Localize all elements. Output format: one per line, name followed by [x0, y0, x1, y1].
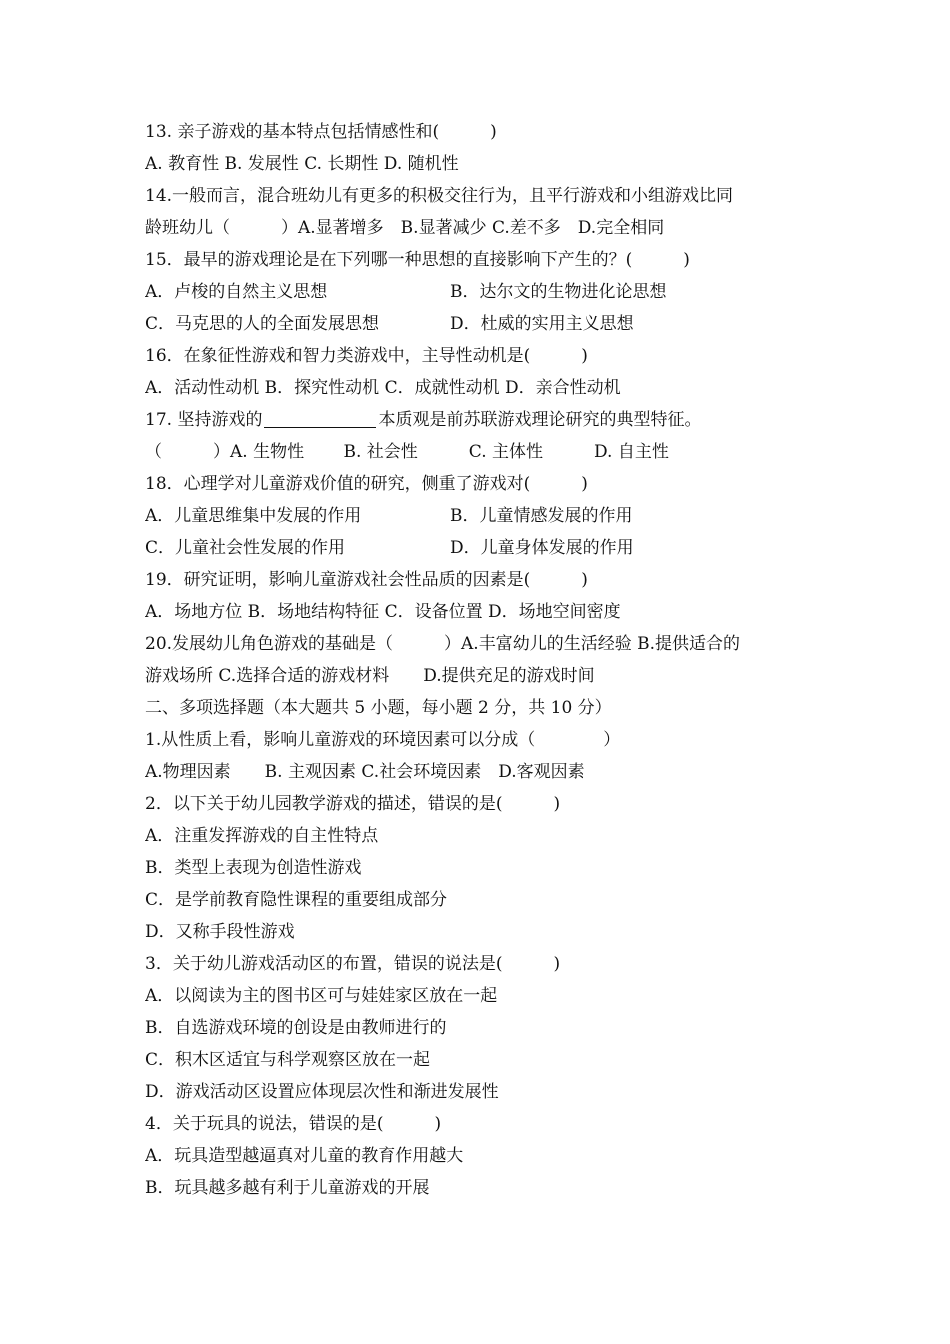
question-list: [145, 116, 810, 1204]
q14-line2: 龄班幼儿（ ）A.显著增多 B.显著减少 C.差不多 D.完全相同: [145, 218, 665, 238]
m3-option-a: A．以阅读为主的图书区可与娃娃家区放在一起: [145, 986, 498, 1006]
q17-options: （ ）A. 生物性 B. 社会性 C. 主体性 D. 自主性: [145, 442, 669, 462]
q18-option-a: A．儿童思维集中发展的作用: [145, 506, 362, 526]
q16-stem: 16．在象征性游戏和智力类游戏中，主导性动机是( ): [145, 346, 588, 366]
section2-heading: 二、多项选择题（本大题共 5 小题，每小题 2 分，共 10 分）: [145, 698, 612, 718]
q18-options-cd: [145, 532, 810, 564]
q18-stem: 18．心理学对儿童游戏价值的研究，侧重了游戏对( ): [145, 474, 588, 494]
m3-option-d: D．游戏活动区设置应体现层次性和渐进发展性: [145, 1082, 499, 1102]
m4-option-a: A．玩具造型越逼真对儿童的教育作用越大: [145, 1146, 464, 1166]
q17-blank: [264, 409, 376, 428]
q13-options: A. 教育性 B. 发展性 C. 长期性 D. 随机性: [145, 154, 459, 174]
q15-options-cd: [145, 308, 810, 340]
q20-line2: 游戏场所 C.选择合适的游戏材料 D.提供充足的游戏时间: [145, 666, 595, 686]
q19-stem: 19．研究证明，影响儿童游戏社会性品质的因素是( ): [145, 570, 588, 590]
q15-option-a: A．卢梭的自然主义思想: [145, 282, 328, 302]
m1-stem: 1.从性质上看，影响儿童游戏的环境因素可以分成（ ）: [145, 730, 621, 750]
q13-stem: 13. 亲子游戏的基本特点包括情感性和( ): [145, 122, 497, 142]
m1-options: A.物理因素 B. 主观因素 C.社会环境因素 D.客观因素: [145, 762, 585, 782]
q18-option-d: D．儿童身体发展的作用: [450, 538, 634, 558]
m3-option-c: C．积木区适宜与科学观察区放在一起: [145, 1050, 431, 1070]
q14-line1: 14.一般而言，混合班幼儿有更多的积极交往行为，且平行游戏和小组游戏比同: [145, 186, 734, 206]
q18-option-b: B．儿童情感发展的作用: [450, 506, 633, 526]
q15-option-d: D．杜威的实用主义思想: [450, 314, 634, 334]
q16-options: A．活动性动机 B．探究性动机 C．成就性动机 D．亲合性动机: [145, 378, 621, 398]
q20-line1: 20.发展幼儿角色游戏的基础是（ ）A.丰富幼儿的生活经验 B.提供适合的: [145, 634, 741, 654]
m3-option-b: B．自选游戏环境的创设是由教师进行的: [145, 1018, 447, 1038]
q17-stem: [145, 404, 810, 436]
q18-options-ab: [145, 500, 810, 532]
q17-stem-before: 17. 坚持游戏的: [145, 410, 263, 430]
q19-options: A．场地方位 B．场地结构特征 C．设备位置 D．场地空间密度: [145, 602, 621, 622]
m2-option-a: A．注重发挥游戏的自主性特点: [145, 826, 379, 846]
q18-option-c: C．儿童社会性发展的作用: [145, 538, 346, 558]
q15-option-c: C．马克思的人的全面发展思想: [145, 314, 380, 334]
q15-option-b: B．达尔文的生物进化论思想: [450, 282, 667, 302]
q15-stem: 15．最早的游戏理论是在下列哪一种思想的直接影响下产生的？( ): [145, 250, 690, 270]
m4-stem: 4．关于玩具的说法，错误的是( ): [145, 1114, 442, 1134]
m4-option-b: B．玩具越多越有利于儿童游戏的开展: [145, 1178, 430, 1198]
m2-option-d: D．又称手段性游戏: [145, 922, 295, 942]
m3-stem: 3．关于幼儿游戏活动区的布置，错误的说法是( ): [145, 954, 561, 974]
m2-stem: 2．以下关于幼儿园教学游戏的描述，错误的是( ): [145, 794, 561, 814]
q15-options-ab: [145, 276, 810, 308]
m2-option-b: B．类型上表现为创造性游戏: [145, 858, 362, 878]
m2-option-c: C．是学前教育隐性课程的重要组成部分: [145, 890, 448, 910]
q17-stem-after: 本质观是前苏联游戏理论研究的典型特征。: [378, 410, 702, 430]
